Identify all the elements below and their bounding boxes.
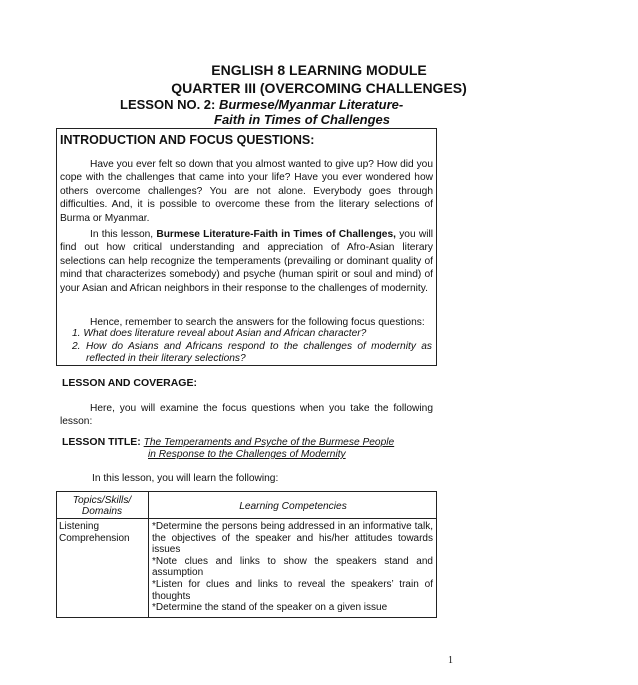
intro-paragraph-3: Hence, remember to search the answers for the following focus questions: bbox=[90, 317, 425, 328]
table-cell-competencies bbox=[152, 521, 433, 614]
lesson-title-line2: in Response to the Challenges of Modernity bbox=[148, 449, 346, 460]
question-number: 2. bbox=[72, 341, 81, 352]
intro-p2-rest: you will find out how critical understanding and appreciation of Afro-Asian literary selections can help recognize the temperaments (prevailing or dominant quality of mind that characterizes somebody) and psyche (human spirit or soul and mind) of your Asian and African neighbors in their response to the challenges of modernity. bbox=[60, 229, 433, 294]
topic-line1: Listening bbox=[59, 521, 100, 532]
intro-p2-start: In this lesson, bbox=[90, 229, 157, 240]
question-number: 1. bbox=[72, 328, 81, 339]
intro-paragraph-1: Have you ever felt so down that you almost wanted to give up? How did you cope with the challenges that came into your life? Have you ever wondered how others overcome challenges? You are not alone. Everybody goes through difficulties. And, it is possible to overcome these from the literary selections of Burma or Myanmar. bbox=[60, 159, 433, 224]
focus-question-2 bbox=[72, 341, 432, 365]
competency-item: *Determine the stand of the speaker on a given issue bbox=[152, 602, 388, 614]
question-text: What does literature reveal about Asian and African character? bbox=[83, 328, 367, 339]
table-header-topics bbox=[56, 495, 148, 517]
page-number: 1 bbox=[448, 655, 453, 666]
intro-paragraph-2 bbox=[60, 228, 433, 295]
table-header-divider bbox=[56, 518, 437, 519]
quarter-title: QUARTER III (OVERCOMING CHALLENGES) bbox=[171, 80, 467, 96]
lesson-title-line1: The Temperaments and Psyche of the Burmese People bbox=[143, 437, 395, 448]
table-header-competencies: Learning Competencies bbox=[239, 501, 347, 512]
competency-item: *Determine the persons being addressed in an informative talk, the objectives of the speaker and his/her attitudes towards issues bbox=[152, 521, 433, 556]
intro-p2-bold: Burmese Literature-Faith in Times of Challenges, bbox=[156, 229, 396, 240]
module-title: ENGLISH 8 LEARNING MODULE bbox=[211, 62, 427, 78]
introduction-heading: INTRODUCTION AND FOCUS QUESTIONS: bbox=[60, 133, 315, 147]
lesson-title-row bbox=[62, 436, 394, 448]
header-topics-line2: Domains bbox=[81, 506, 123, 517]
lesson-title-part1: Burmese/Myanmar Literature- bbox=[218, 97, 404, 112]
lesson-label: LESSON NO. 2: bbox=[120, 97, 219, 112]
focus-question-1 bbox=[72, 328, 432, 340]
coverage-paragraph: Here, you will examine the focus questions when you take the following lesson: bbox=[60, 403, 433, 428]
coverage-intro: In this lesson, you will learn the following: bbox=[92, 473, 279, 484]
coverage-heading: LESSON AND COVERAGE: bbox=[62, 377, 197, 389]
topic-line2: Comprehension bbox=[59, 532, 130, 544]
lesson-title-part2: Faith in Times of Challenges bbox=[214, 112, 391, 127]
lesson-heading bbox=[120, 97, 403, 112]
competency-item: *Listen for clues and links to reveal the speakers’ train of thoughts bbox=[152, 578, 433, 602]
table-cell-topic bbox=[59, 521, 147, 544]
header-topics-line1: Topics/Skills/ bbox=[72, 495, 132, 506]
question-text: How do Asians and Africans respond to the challenges of modernity as reflected in their literary selections? bbox=[86, 341, 432, 364]
competency-item: *Note clues and links to show the speakers stand and assumption bbox=[152, 555, 433, 579]
lesson-title-label: LESSON TITLE: bbox=[62, 436, 144, 448]
